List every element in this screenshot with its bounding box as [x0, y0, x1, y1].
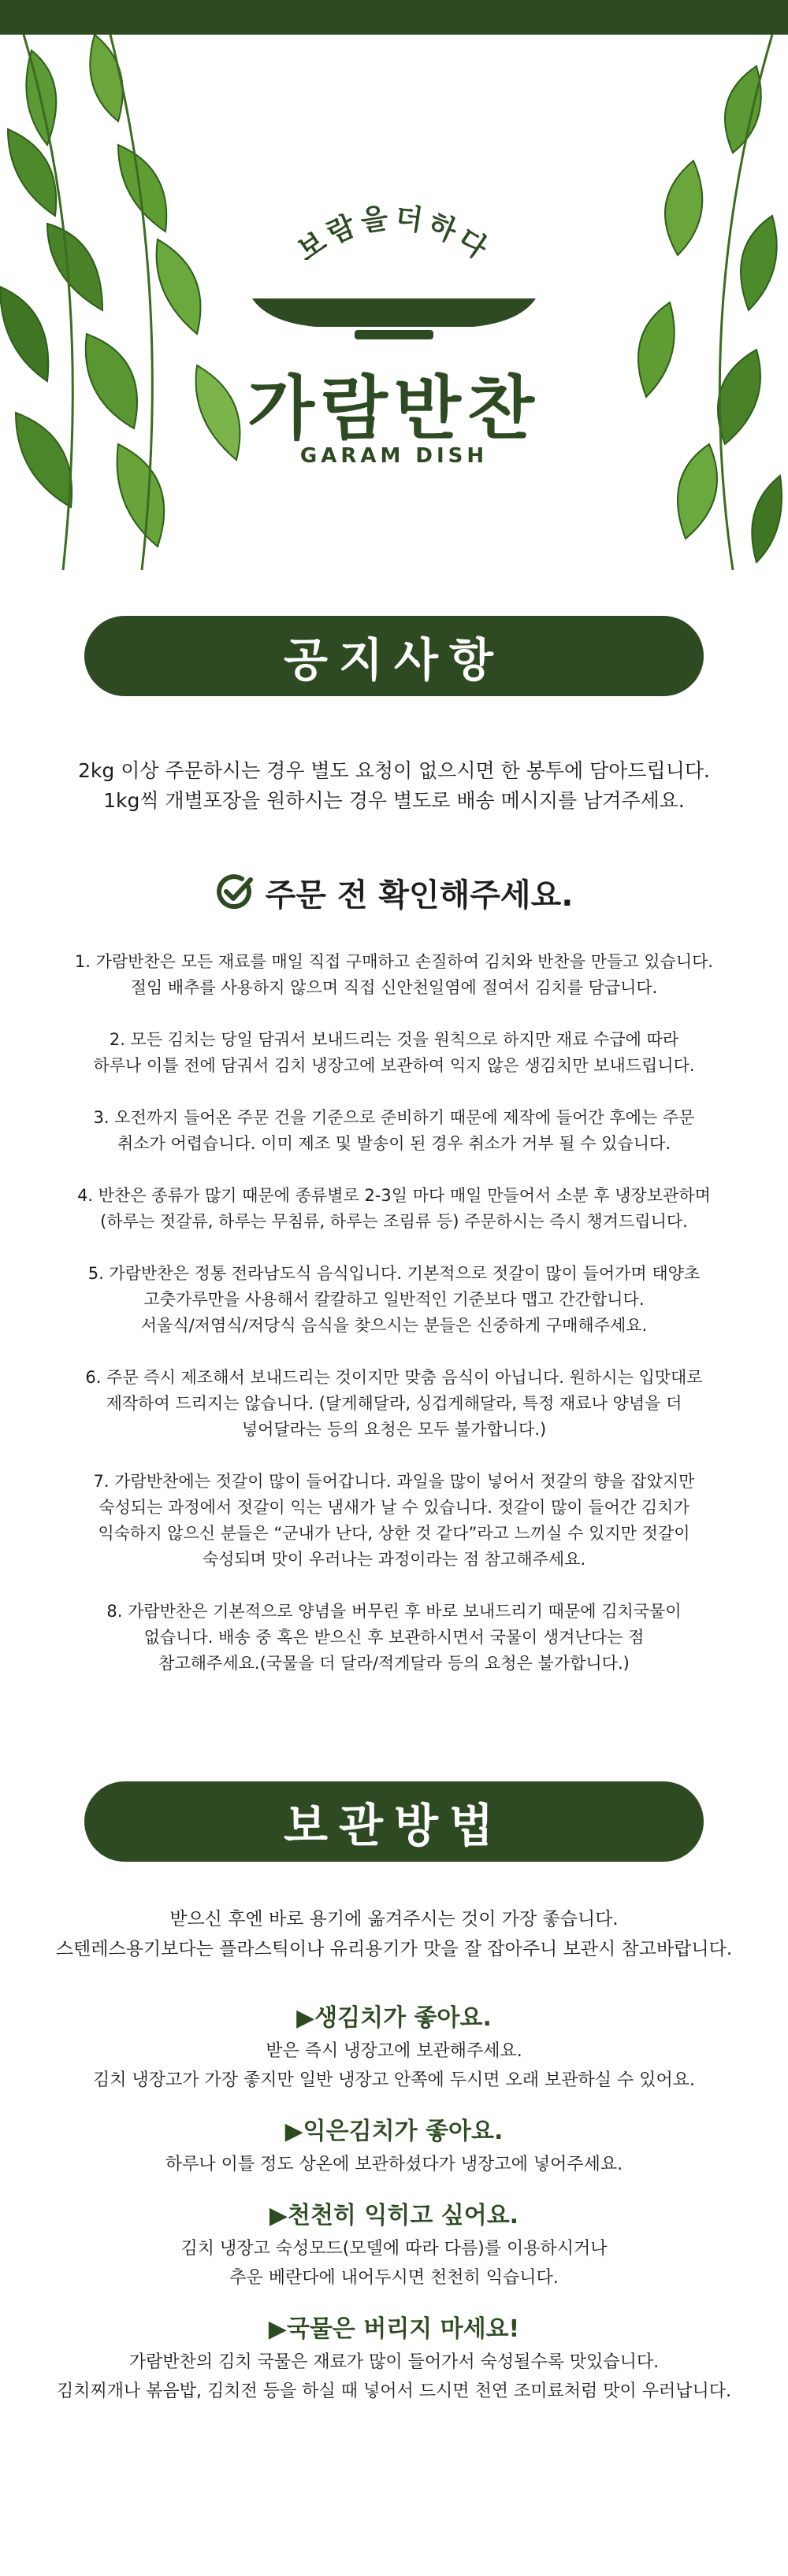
tip-body: 하루나 이틀 정도 상온에 보관하셨다가 냉장고에 넣어주세요.	[165, 2155, 623, 2174]
confirm-item: 5. 가람반찬은 정통 전라남도식 음식입니다. 기본적으로 젓갈이 많이 들어가며 태양초 고춧가루만을 사용해서 칼칼하고 일반적인 기준보다 맵고 간간합니다. 서울식/저염식/저당식 음식을 찾으시는 분들은 신중하게 구매해주세요.	[87, 1264, 701, 1335]
storage-tip	[16, 2311, 772, 2406]
tip-heading: ▶익은김치가 좋아요.	[284, 2118, 504, 2145]
leaves-right-decoration	[552, 35, 788, 570]
top-bar	[0, 0, 788, 35]
notice-intro-line: 2kg 이상 주문하시는 경우 별도 요청이 없으시면 한 봉투에 담아드립니다.	[78, 759, 710, 782]
tip-heading: ▶천천히 익히고 싶어요.	[269, 2202, 519, 2229]
brand-name: 가람반찬	[247, 368, 541, 449]
svg-text:보람을더하다	[292, 201, 496, 268]
hero-banner	[0, 35, 788, 570]
tip-heading: ▶국물은 버리지 마세요!	[268, 2315, 520, 2343]
storage-intro	[16, 1904, 772, 1964]
storage-intro-line: 받으신 후엔 바로 용기에 옮겨주시는 것이 가장 좋습니다.	[169, 1909, 619, 1929]
brand-tagline: 보람을더하다	[292, 201, 496, 268]
confirm-item: 1. 가람반찬은 모든 재료를 매일 직접 구매하고 손질하여 김치와 반찬을 만들고 있습니다. 절임 배추를 사용하지 않으며 직접 신안천일염에 절여서 김치를 담급니다.	[74, 952, 714, 997]
tip-body: 받은 즉시 냉장고에 보관해주세요. 김치 냉장고가 가장 좋지만 일반 냉장고 안쪽에 두시면 오래 보관하실 수 있어요.	[93, 2041, 695, 2090]
confirm-item: 3. 오전까지 들어온 주문 건을 기준으로 준비하기 때문에 제작에 들어간 후에는 주문 취소가 어렵습니다. 이미 제조 및 발송이 된 경우 취소가 거부 될 수 있습니다.	[93, 1108, 695, 1153]
confirm-list	[24, 949, 764, 1703]
confirm-item: 8. 가람반찬은 기본적으로 양념을 버무린 후 바로 보내드리기 때문에 김치국물이 없습니다. 배송 중 혹은 받으신 후 보관하시면서 국물이 생겨난다는 점 참고해주세요.(국물을 더 달라/적게달라 등의 요청은 불가합니다.)	[106, 1602, 682, 1673]
confirm-item: 7. 가람반찬에는 젓갈이 많이 들어갑니다. 과일을 많이 넣어서 젓갈의 향을 잡았지만 숙성되는 과정에서 젓갈이 익는 냄새가 날 수 있습니다. 젓갈이 많이 들어간 김치가 익숙하지 않으신 분들은 “군내가 난다, 상한 것 같다”라고 느끼실 수 있지만 젓갈이 숙성되며 맛이 우러나는 과정이라는 점 참고해주세요.	[93, 1472, 695, 1569]
notice-intro	[16, 756, 772, 816]
confirm-item: 6. 주문 즉시 제조해서 보내드리는 것이지만 맞춤 음식이 아닙니다. 원하시는 입맛대로 제작하여 드리지는 않습니다. (달게해달라, 싱겁게해달라, 특정 재료나 양념을 더 넣어달라는 등의 요청은 모두 불가합니다.)	[85, 1368, 703, 1439]
dish-icon	[236, 291, 552, 346]
storage-tip	[16, 2198, 772, 2292]
storage-tip	[16, 2000, 772, 2095]
check-circle-icon	[215, 873, 255, 912]
tip-body: 김치 냉장고 숙성모드(모델에 따라 다름)를 이용하시거나 추운 베란다에 내어두시면 천천히 익습니다.	[180, 2239, 608, 2288]
confirm-item: 2. 모든 김치는 당일 담궈서 보내드리는 것을 원칙으로 하지만 재료 수급에 따라 하루나 이틀 전에 담궈서 김치 냉장고에 보관하여 익지 않은 생김치만 보내드립니다.	[93, 1030, 695, 1075]
storage-intro-line: 스텐레스용기보다는 플라스틱이나 유리용기가 맛을 잘 잡아주니 보관시 참고바랍니다.	[55, 1939, 733, 1959]
confirm-item: 4. 반찬은 종류가 많기 때문에 종류별로 2-3일 마다 매일 만들어서 소분 후 냉장보관하며 (하루는 젓갈류, 하루는 무침류, 하루는 조림류 등) 주문하시는 즉시 챙겨드립니다.	[77, 1186, 711, 1231]
logo-arc-tagline	[236, 172, 552, 291]
brand-name-en: GARAM DISH	[299, 444, 489, 468]
storage-tip	[16, 2114, 772, 2179]
tip-heading: ▶생김치가 좋아요.	[296, 2004, 492, 2032]
confirm-title: 주문 전 확인해주세요.	[265, 877, 574, 914]
notice-title: 공지사항	[84, 616, 704, 696]
storage-tips	[16, 2000, 772, 2425]
tip-body: 가람반찬의 김치 국물은 재료가 많이 들어가서 숙성될수록 맛있습니다. 김치찌개나 볶음밥, 김치전 등을 하실 때 넣어서 드시면 천연 조미료처럼 맛이 우러납니다.	[57, 2352, 731, 2401]
brand-logo	[236, 172, 552, 487]
storage-title: 보관방법	[84, 1781, 704, 1862]
notice-intro-line: 1kg씩 개별포장을 원하시는 경우 별도로 배송 메시지를 남겨주세요.	[103, 789, 685, 812]
confirm-heading	[0, 866, 788, 918]
